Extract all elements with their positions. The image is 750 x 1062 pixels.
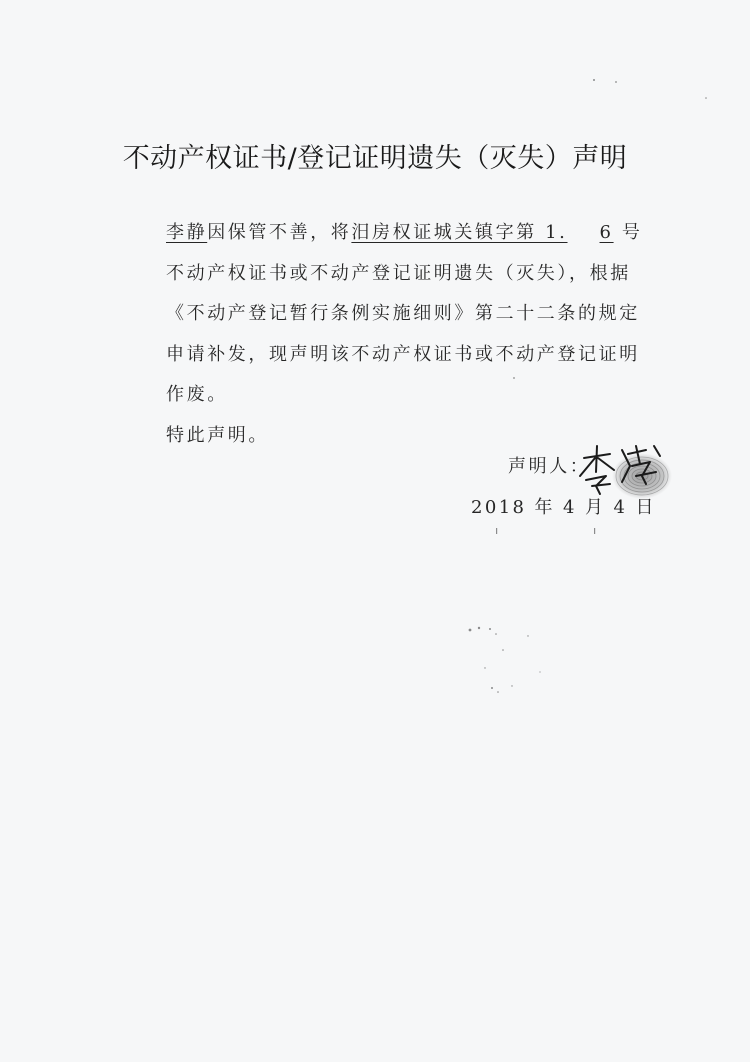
certificate-number: [351, 222, 613, 243]
redacted-region: [568, 221, 600, 241]
certificate-number-tail: 6: [599, 222, 614, 243]
certificate-number-head: 汨房权证城关镇字第 1.: [351, 222, 568, 243]
statement-text-b: 号不动产权证书或不动产登记证明遗失（灭失），根据《不动产登记暂行条例实施细则》第二十二条的规定申请补发，现声明该不动产权证书或不动产登记证明作废。: [166, 222, 643, 405]
owner-name: 李静: [166, 222, 208, 243]
statement-body: [126, 213, 646, 456]
declaration-date: 2018 年 4 月 4 日: [471, 497, 656, 518]
statement-text-a: 因保管不善，将: [207, 222, 352, 243]
declarer-label: 声明人：: [508, 456, 591, 477]
document-title: 不动产权证书/登记证明遗失（灭失）声明: [122, 143, 628, 174]
closing-line: 特此声明。: [166, 424, 269, 446]
statement-paragraph: [126, 213, 646, 416]
